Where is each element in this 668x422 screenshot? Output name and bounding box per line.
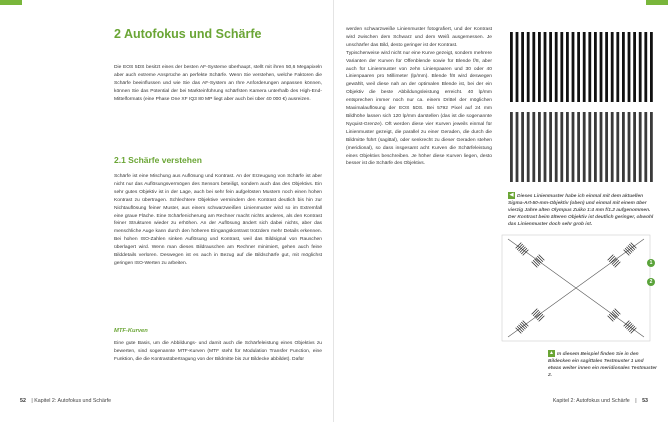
stripe (594, 112, 597, 182)
stripe (628, 32, 631, 102)
stripe (510, 112, 513, 182)
left-accent-bar (0, 0, 22, 5)
subsection-title: MTF-Kurven (114, 328, 148, 334)
marker-1: 1 (647, 259, 655, 267)
right-body-paragraph: werden schwarzweiße Linienmuster fotografiert, und der Kontrast wird zwischen dem Schwarz und dem Weiß ausgemessen. Je unschärfer das Bild, desto geringer ist der Kontrast. Typischerweise wird nicht nur eine Kurve gezeigt, sondern mehrere Varianten der Kurven für Offenblende sowie für Blende f/8, aber auch für Linienmuster von zehn Linienpaaren und 30 oder 40 Linienpaaren pro Millimeter (lp/mm). Blende f/8 wird deswegen gewählt, weil diese nah an der optimalen Blende ist, bei der ein Objektiv die beste Abbildungsleistung erreicht. 40 lp/mm entsprechen immer noch nur ca. einem Drittel der möglichen Maximalauflösung der EOS 5DS. Bei 5792 Pixel auf 24 mm Bildhöhe lassen sich 120 lp/mm darstellen (das ist die sogenannte Nyquist-Grenze). Oft werden diese vier Kurven jeweils einmal für Linienmuster gezeigt, die parallel zu einer Geraden, die durch die Bildmitte führt (sagittal), oder senkrecht zu dieser Geraden stehen (meridional), so dass insgesamt acht Kurven die Schärfeleistung eines Objektivs beschreiben. Je höher diese Kurven liegen, desto besser ist die Schärfe des Objektivs. (346, 27, 492, 167)
stripe (644, 32, 647, 102)
caption-2-text: In diesem Beispiel finden Sie in den Bildecken ein sagittales Testmuster 1 und etwas weiter innen ein meridionales Testmuster 2. (548, 351, 657, 378)
stripe (628, 112, 631, 182)
stripe (605, 112, 608, 182)
stripe (532, 112, 535, 182)
stripe (544, 112, 547, 182)
stripe (588, 112, 591, 182)
line-pattern-bottom (510, 112, 653, 182)
stripe (549, 32, 552, 102)
stripe (611, 112, 614, 182)
stripe (616, 112, 619, 182)
stripe (527, 32, 530, 102)
stripe (521, 32, 524, 102)
stripe (566, 112, 569, 182)
stripe (650, 32, 653, 102)
stripe (622, 32, 625, 102)
stripe (583, 32, 586, 102)
left-footer-text: Kapitel 2: Autofokus und Schärfe (34, 398, 112, 404)
chapter-title: 2 Autofokus und Schärfe (114, 27, 262, 41)
stripe (583, 112, 586, 182)
stripe (633, 112, 636, 182)
caption-arrow-icon: ◀ (509, 192, 514, 198)
stripe (538, 112, 541, 182)
stripe (577, 112, 580, 182)
stripe (521, 112, 524, 182)
line-pattern-top (510, 32, 653, 102)
stripe (639, 32, 642, 102)
stripe (532, 32, 535, 102)
subsection-paragraph: Eine gute Basis, um die Abbildungs- und damit auch die Schärfeleistung eines Objektivs zu bewerten, sind sogenannte MTF-Kurven (MTF steht für Modulation Transfer Function, eine Funktion, die die Kontrastübertragung von der Bildmitte bis zur Bildecke abbildet). Dafür (114, 341, 322, 362)
stripe (594, 32, 597, 102)
stripe (572, 32, 575, 102)
stripe (544, 32, 547, 102)
stripe (555, 32, 558, 102)
stripe (588, 32, 591, 102)
stripe (577, 32, 580, 102)
stripe (516, 112, 519, 182)
caption-1-text: Dieses Linienmuster habe ich einmal mit dem aktuellen Sigma-Art-50-mm-Objektiv (oben) und einmal mit einem über vierzig Jahre alten Olympus Zuiko 1:4 mm f/1.2 aufgenommen. Der Kontrast beim älteren Objektiv ist deutlich geringer, obwohl das Linienmuster doch sehr grob ist. (508, 193, 654, 227)
right-page (334, 0, 668, 422)
caption-arrow-icon-2: ▲ (549, 350, 554, 356)
test-chart-figure (500, 233, 652, 343)
stripe (616, 32, 619, 102)
stripe (510, 32, 513, 102)
line-pattern-figure (504, 30, 656, 185)
stripe (572, 112, 575, 182)
left-page-number: 52 (20, 398, 26, 404)
stripe (622, 112, 625, 182)
stripe (600, 32, 603, 102)
right-footer-text: Kapitel 2: Autofokus und Schärfe (552, 398, 630, 404)
right-footer: Kapitel 2: Autofokus und Schärfe | 53 (552, 398, 648, 404)
stripe (549, 112, 552, 182)
stripe (611, 32, 614, 102)
stripe (650, 112, 653, 182)
stripe (633, 32, 636, 102)
figure-caption-1 (508, 192, 656, 228)
stripe (560, 112, 563, 182)
stripe (555, 112, 558, 182)
marker-2: 2 (647, 278, 655, 286)
right-accent-bar (646, 0, 668, 5)
intro-paragraph: Die EOS 5DS besitzt eines der besten AF-Systeme überhaupt, stellt mit ihren 50,6 Megapixeln aber auch extreme Ansprüche an perfekte Schärfe. Wenn Sie verstehen, welche Faktoren die Schärfe beeinflussen und wie Sie das AF-System an Ihre Anforderungen anpassen können, können Sie das Potential der bei Markteinführung schärfsten Kamera unterhalb des High-End-Mittelformats (eine Phase One XF IQ3 80 MP liegt aber auch bei über 40 000 €) ausreizen. (114, 65, 322, 102)
stripe (605, 32, 608, 102)
figure-caption-2 (548, 350, 658, 379)
stripe (516, 32, 519, 102)
stripe (527, 112, 530, 182)
stripe (639, 112, 642, 182)
section-paragraph: Schärfe ist eine Mischung aus Auflösung und Kontrast. An der Erzeugung von Schärfe ist aber nicht nur das Auflösungsvermögen des Sensors beteiligt, sondern auch das des Objektivs. Ein sehr gutes Objektiv ist in der Lage, auch bei sehr fein aufgelösten Mustern noch einen hohen Kontrast zu übertragen. Schlechtere Objektive vermindern den Kontrast deutlich bis hin zur Nichtauflösung feiner Muster, aus einem schwarzweißen Linienmuster wird so im Extremfall eine graue Fläche. Eine Schärfenicherung am Rechner macht nichts anderes, als den Kontrast feiner Strukturen wieder zu erhöhen. An der Auflösung ändert sich dabei nichts, aber das menschliche Auge kann durch den höheren Eingangskontrast trotzdem mehr Details erkennen. Bei hohen ISO-Zahlen sinken Auflösung und Kontrast, weil das Bildsignal von Rauschen überlagert wird. Wenn man dieses Bildrauschen am Rechner minimiert, gehen auch feine Bilddetails verloren. Deswegen ist es auch in Bezug auf die Bildschärfe gut, mit möglichst geringen ISO-Werten zu arbeiten. (114, 174, 322, 266)
stripe (644, 112, 647, 182)
left-footer: 52 | Kapitel 2: Autofokus und Schärfe (20, 398, 112, 404)
stripe (566, 32, 569, 102)
stripe (560, 32, 563, 102)
right-page-number: 53 (642, 398, 648, 404)
section-title: 2.1 Schärfe verstehen (114, 155, 202, 165)
stripe (600, 112, 603, 182)
stripe (538, 32, 541, 102)
